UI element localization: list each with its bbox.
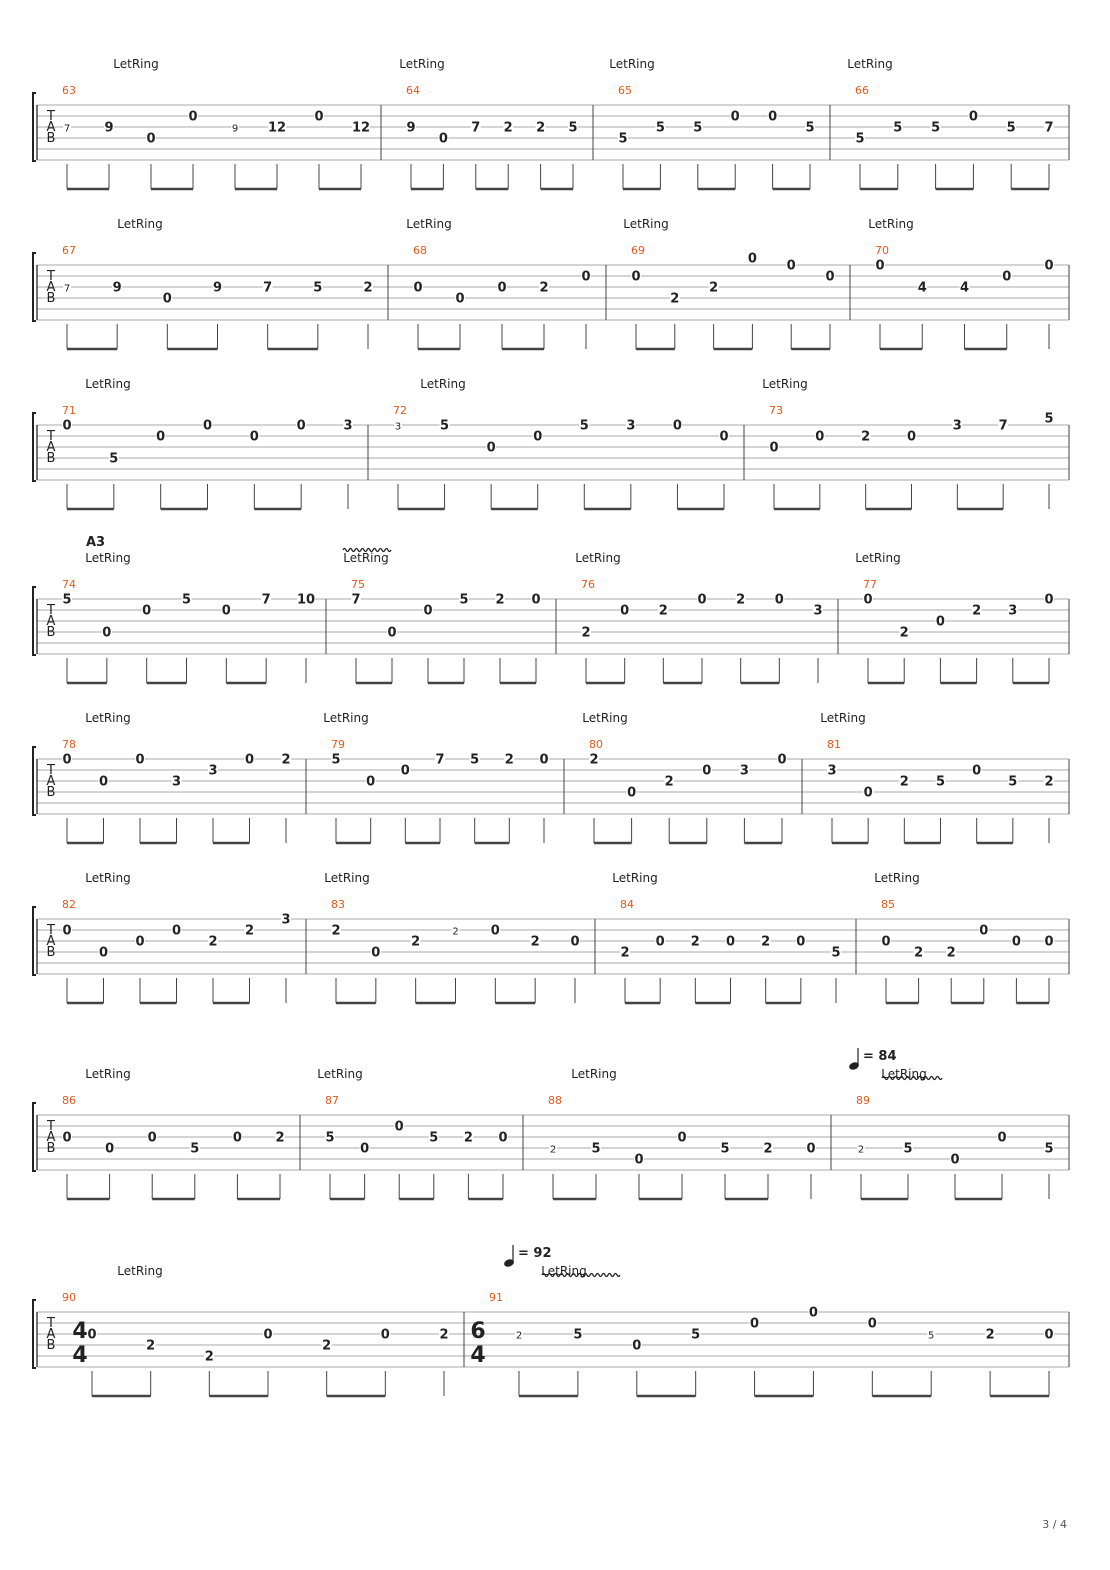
fret-number: 0 — [232, 1130, 242, 1146]
measure-number: 84 — [620, 898, 634, 911]
fret-number: 3 — [626, 418, 636, 434]
fret-number: 2 — [281, 752, 291, 768]
tab-system — [33, 1067, 1069, 1199]
let-ring-label: LetRing — [399, 57, 445, 71]
let-ring-label: LetRing — [571, 1067, 617, 1081]
tab-clef-letter: B — [46, 1338, 56, 1353]
measure-number: 68 — [413, 244, 427, 257]
fret-number: 2 — [322, 1338, 332, 1354]
let-ring-label: LetRing — [85, 871, 131, 885]
measure-number: 70 — [875, 244, 889, 257]
fret-number: 5 — [313, 280, 323, 296]
let-ring-label: LetRing — [623, 217, 669, 231]
fret-number: 0 — [188, 109, 198, 125]
fret-number: 0 — [774, 592, 784, 608]
tab-clef-letter: B — [46, 625, 56, 640]
fret-number: 5 — [579, 418, 589, 434]
fret-number: 5 — [109, 451, 119, 467]
fret-number: 0 — [655, 934, 665, 950]
fret-number: 0 — [631, 269, 641, 285]
fret-number: 0 — [627, 785, 637, 801]
system-bracket — [33, 907, 36, 975]
let-ring-label: LetRing — [113, 57, 159, 71]
let-ring-label: LetRing — [324, 871, 370, 885]
let-ring-label: LetRing — [541, 1264, 587, 1278]
grace-fret-number: 2 — [515, 1330, 523, 1342]
fret-number: 2 — [658, 603, 668, 619]
fret-number: 0 — [702, 763, 712, 779]
fret-number: 0 — [249, 429, 259, 445]
fret-number: 0 — [1044, 258, 1054, 274]
let-ring-label: LetRing — [612, 871, 658, 885]
fret-number: 3 — [208, 763, 218, 779]
fret-number: 0 — [156, 429, 166, 445]
fret-number: 5 — [62, 592, 72, 608]
let-ring-label: LetRing — [575, 551, 621, 565]
fret-number: 2 — [736, 592, 746, 608]
tab-clef-letter: A — [46, 934, 56, 949]
fret-number: 2 — [985, 1327, 995, 1343]
fret-number: 0 — [725, 934, 736, 950]
measure-number: 79 — [331, 738, 345, 751]
fret-number: 0 — [881, 934, 891, 950]
tab-clef-letter: T — [47, 923, 55, 938]
let-ring-label: LetRing — [343, 551, 389, 565]
system-bracket — [33, 253, 36, 321]
fret-number: 0 — [62, 418, 72, 434]
tab-clef-letter: B — [46, 785, 56, 800]
fret-number: 5 — [691, 1327, 701, 1343]
tab-clef-letter: T — [47, 1316, 55, 1331]
fret-number: 0 — [62, 752, 72, 768]
fret-number: 5 — [591, 1141, 601, 1157]
fret-number: 5 — [893, 120, 903, 136]
fret-number: 2 — [244, 923, 255, 939]
fret-number: 0 — [769, 440, 779, 456]
fret-number: 2 — [589, 752, 599, 768]
let-ring-label: LetRing — [85, 551, 131, 565]
let-ring-label: LetRing — [85, 1067, 131, 1081]
fret-number: 0 — [147, 1130, 157, 1146]
fret-number: 0 — [747, 251, 757, 267]
grace-fret-number: 2 — [857, 1144, 865, 1156]
fret-number: 4 — [917, 280, 927, 296]
fret-number: 2 — [664, 774, 674, 790]
fret-number: 2 — [899, 625, 909, 641]
fret-number: 3 — [1008, 603, 1018, 619]
tab-clef-letter: A — [46, 440, 56, 455]
fret-number: 2 — [208, 934, 218, 950]
system-bracket — [33, 587, 36, 655]
tab-clef-letter: T — [47, 269, 55, 284]
fret-number: 0 — [875, 258, 885, 274]
fret-number: 0 — [102, 625, 112, 641]
fret-number: 0 — [863, 785, 873, 801]
fret-number: 0 — [796, 934, 806, 950]
fret-number: 0 — [750, 1316, 760, 1332]
time-signature-bottom: 4 — [72, 1343, 88, 1368]
fret-number: 0 — [87, 1327, 97, 1343]
fret-number: 5 — [573, 1327, 583, 1343]
tab-system — [33, 217, 1069, 349]
fret-number: 0 — [366, 774, 376, 790]
let-ring-label: LetRing — [582, 711, 628, 725]
system-bracket — [33, 413, 36, 481]
tab-system — [33, 377, 1069, 509]
fret-number: 0 — [867, 1316, 877, 1332]
tab-clef-letter: A — [46, 1130, 56, 1145]
fret-number: 3 — [813, 603, 823, 619]
fret-number: 0 — [146, 131, 156, 147]
fret-number: 7 — [435, 752, 445, 768]
tab-clef-letter: A — [46, 120, 56, 135]
time-signature-top: 4 — [72, 1319, 88, 1344]
fret-number: 7 — [351, 592, 361, 608]
fret-number: 0 — [244, 752, 255, 768]
fret-number: 2 — [620, 945, 630, 961]
fret-number: 3 — [281, 912, 291, 928]
fret-number: 0 — [570, 934, 580, 950]
measure-number: 71 — [62, 404, 76, 417]
fret-number: 0 — [815, 429, 825, 445]
fret-number: 7 — [471, 120, 481, 136]
fret-number: 5 — [618, 131, 628, 147]
fret-number: 2 — [503, 120, 513, 136]
fret-number: 0 — [62, 923, 72, 939]
tab-clef-letter: A — [46, 614, 56, 629]
measure-number: 72 — [393, 404, 407, 417]
let-ring-label: LetRing — [609, 57, 655, 71]
fret-number: 2 — [536, 120, 546, 136]
tab-clef-letter: T — [47, 429, 55, 444]
fret-number: 0 — [400, 763, 410, 779]
fret-number: 5 — [1044, 411, 1054, 427]
fret-number: 2 — [275, 1130, 285, 1146]
fret-number: 2 — [539, 280, 549, 296]
fret-number: 0 — [135, 752, 145, 768]
measure-number: 87 — [325, 1094, 339, 1107]
tab-clef-letter: T — [47, 1119, 55, 1134]
let-ring-label: LetRing — [847, 57, 893, 71]
vibrato-icon — [882, 1077, 942, 1080]
fret-number: 5 — [1044, 1141, 1054, 1157]
tab-clef-letter: T — [47, 603, 55, 618]
measure-number: 90 — [62, 1291, 76, 1304]
measure-number: 81 — [827, 738, 841, 751]
fret-number: 0 — [786, 258, 796, 274]
fret-number: 0 — [394, 1119, 404, 1135]
measure-number: 65 — [618, 84, 632, 97]
let-ring-label: LetRing — [117, 217, 163, 231]
fret-number: 0 — [697, 592, 707, 608]
fret-number: 0 — [135, 934, 145, 950]
fret-number: 5 — [903, 1141, 913, 1157]
fret-number: 0 — [979, 923, 989, 939]
let-ring-label: LetRing — [406, 217, 452, 231]
fret-number: 2 — [411, 934, 421, 950]
fret-number: 5 — [470, 752, 480, 768]
fret-number: 2 — [1044, 774, 1054, 790]
measure-number: 69 — [631, 244, 645, 257]
let-ring-label: LetRing — [874, 871, 920, 885]
fret-number: 5 — [440, 418, 450, 434]
fret-number: 0 — [968, 109, 978, 125]
fret-number: 2 — [495, 592, 505, 608]
grace-fret-number: 9 — [231, 123, 239, 135]
fret-number: 5 — [325, 1130, 335, 1146]
tempo-marking: = 92 — [518, 1246, 552, 1261]
fret-number: 3 — [739, 763, 749, 779]
system-bracket — [33, 1103, 36, 1171]
fret-number: 0 — [314, 109, 324, 125]
fret-number: 0 — [438, 131, 448, 147]
fret-number: 5 — [720, 1141, 730, 1157]
fret-number: 4 — [959, 280, 970, 296]
fret-number: 10 — [296, 592, 316, 608]
fret-number: 9 — [406, 120, 416, 136]
fret-number: 0 — [972, 763, 982, 779]
grace-fret-number: 7 — [63, 283, 71, 295]
fret-number: 5 — [429, 1130, 439, 1146]
fret-number: 2 — [899, 774, 909, 790]
fret-number: 0 — [632, 1338, 642, 1354]
measure-number: 76 — [581, 578, 595, 591]
tab-clef-letter: B — [46, 451, 56, 466]
fret-number: 0 — [863, 592, 873, 608]
fret-number: 5 — [805, 120, 815, 136]
measure-number: 75 — [351, 578, 365, 591]
measure-number: 67 — [62, 244, 76, 257]
fret-number: 0 — [777, 752, 787, 768]
system-bracket — [33, 1300, 36, 1368]
fret-number: 7 — [998, 418, 1008, 434]
fret-number: 0 — [105, 1141, 115, 1157]
fret-number: 0 — [935, 614, 945, 630]
fret-number: 0 — [539, 752, 549, 768]
let-ring-label: LetRing — [85, 711, 131, 725]
let-ring-label: LetRing — [317, 1067, 363, 1081]
fret-number: 2 — [504, 752, 514, 768]
measure-number: 77 — [863, 578, 877, 591]
fret-number: 9 — [104, 120, 114, 136]
measure-number: 80 — [589, 738, 603, 751]
fret-number: 2 — [363, 280, 373, 296]
fret-number: 9 — [112, 280, 122, 296]
measure-number: 66 — [855, 84, 869, 97]
tab-system — [33, 1264, 1069, 1396]
fret-number: 0 — [380, 1327, 390, 1343]
fret-number: 0 — [202, 418, 213, 434]
measure-number: 89 — [856, 1094, 870, 1107]
fret-number: 0 — [808, 1305, 818, 1321]
measure-number: 73 — [769, 404, 783, 417]
fret-number: 0 — [142, 603, 152, 619]
fret-number: 5 — [331, 752, 341, 768]
fret-number: 0 — [98, 774, 109, 790]
fret-number: 2 — [530, 934, 540, 950]
tempo-marking: = 84 — [863, 1049, 897, 1064]
fret-number: 3 — [171, 774, 182, 790]
fret-number: 2 — [709, 280, 719, 296]
grace-fret-number: 5 — [928, 1330, 935, 1342]
grace-fret-number: 3 — [394, 421, 402, 433]
fret-number: 0 — [906, 429, 917, 445]
fret-number: 0 — [730, 109, 740, 125]
fret-number: 5 — [568, 120, 578, 136]
fret-number: 0 — [296, 418, 306, 434]
fret-number: 0 — [1044, 592, 1054, 608]
fret-number: 2 — [861, 429, 871, 445]
let-ring-label: LetRing — [762, 377, 808, 391]
fret-number: 0 — [1044, 1327, 1054, 1343]
fret-number: 0 — [533, 429, 543, 445]
measure-number: 86 — [62, 1094, 76, 1107]
fret-number: 7 — [261, 592, 271, 608]
tab-clef-letter: A — [46, 1327, 56, 1342]
fret-number: 0 — [1002, 269, 1012, 285]
fret-number: 2 — [972, 603, 982, 619]
system-bracket — [33, 93, 36, 161]
fret-number: 5 — [181, 592, 192, 608]
fret-number: 0 — [581, 269, 591, 285]
grace-fret-number: 2 — [452, 926, 459, 938]
fret-number: 2 — [761, 934, 771, 950]
measure-number: 85 — [881, 898, 895, 911]
tab-clef-letter: B — [46, 131, 56, 146]
grace-fret-number: 7 — [63, 123, 71, 135]
tab-clef-letter: B — [46, 1141, 56, 1156]
fret-number: 5 — [831, 945, 841, 961]
page-number: 3 / 4 — [1042, 1518, 1067, 1531]
let-ring-label: LetRing — [881, 1067, 927, 1081]
fret-number: 0 — [997, 1130, 1007, 1146]
fret-number: 0 — [171, 923, 182, 939]
fret-number: 5 — [935, 774, 946, 790]
fret-number: 3 — [343, 418, 353, 434]
fret-number: 0 — [768, 109, 778, 125]
fret-number: 7 — [1044, 120, 1054, 136]
fret-number: 5 — [931, 120, 941, 136]
let-ring-label: LetRing — [117, 1264, 163, 1278]
let-ring-label: LetRing — [85, 377, 131, 391]
fret-number: 0 — [620, 603, 630, 619]
measure-number: 63 — [62, 84, 76, 97]
let-ring-label: LetRing — [868, 217, 914, 231]
fret-number: 0 — [263, 1327, 273, 1343]
system-bracket — [33, 747, 36, 815]
fret-number: 5 — [655, 120, 665, 136]
fret-number: 2 — [914, 945, 924, 961]
fret-number: 0 — [62, 1130, 72, 1146]
tab-system — [33, 57, 1069, 189]
grace-fret-number: 2 — [549, 1144, 557, 1156]
tab-system — [33, 871, 1069, 1003]
fret-number: 12 — [351, 120, 371, 136]
fret-number: 0 — [423, 603, 433, 619]
measure-number: 88 — [548, 1094, 562, 1107]
fret-number: 0 — [371, 945, 381, 961]
fret-number: 0 — [806, 1141, 816, 1157]
fret-number: 0 — [490, 923, 500, 939]
fret-number: 7 — [263, 280, 273, 296]
fret-number: 12 — [267, 120, 287, 136]
fret-number: 2 — [204, 1349, 214, 1365]
fret-number: 9 — [212, 280, 223, 296]
fret-number: 3 — [827, 763, 837, 779]
measure-number: 91 — [489, 1291, 503, 1304]
fret-number: 5 — [1006, 120, 1016, 136]
fret-number: 0 — [360, 1141, 370, 1157]
fret-number: 0 — [162, 291, 172, 307]
fret-number: 5 — [190, 1141, 200, 1157]
fret-number: 0 — [825, 269, 835, 285]
section-marker: A3 — [86, 535, 106, 550]
fret-number: 0 — [1044, 934, 1054, 950]
fret-number: 0 — [531, 592, 541, 608]
tab-system — [33, 711, 1069, 843]
fret-number: 0 — [677, 1130, 687, 1146]
fret-number: 2 — [439, 1327, 449, 1343]
measure-number: 82 — [62, 898, 76, 911]
let-ring-label: LetRing — [855, 551, 901, 565]
fret-number: 0 — [634, 1152, 644, 1168]
time-signature-top: 6 — [470, 1319, 486, 1344]
fret-number: 3 — [952, 418, 962, 434]
fret-number: 5 — [855, 131, 865, 147]
fret-number: 2 — [763, 1141, 773, 1157]
fret-number: 2 — [946, 945, 956, 961]
tab-clef-letter: T — [47, 109, 55, 124]
fret-number: 0 — [497, 280, 507, 296]
fret-number: 5 — [693, 120, 703, 136]
fret-number: 0 — [455, 291, 465, 307]
fret-number: 0 — [387, 625, 397, 641]
measure-number: 83 — [331, 898, 345, 911]
fret-number: 5 — [1008, 774, 1018, 790]
fret-number: 2 — [331, 923, 341, 939]
let-ring-label: LetRing — [820, 711, 866, 725]
fret-number: 2 — [690, 934, 700, 950]
fret-number: 2 — [463, 1130, 473, 1146]
time-signature-bottom: 4 — [470, 1343, 486, 1368]
let-ring-label: LetRing — [420, 377, 466, 391]
tab-system — [33, 551, 1069, 683]
fret-number: 2 — [581, 625, 591, 641]
fret-number: 0 — [498, 1130, 508, 1146]
measure-number: 74 — [62, 578, 76, 591]
fret-number: 5 — [459, 592, 469, 608]
measure-number: 64 — [406, 84, 420, 97]
tab-clef-letter: B — [46, 291, 56, 306]
fret-number: 0 — [221, 603, 231, 619]
fret-number: 0 — [950, 1152, 960, 1168]
tab-clef-letter: A — [46, 280, 56, 295]
tab-clef-letter: A — [46, 774, 56, 789]
fret-number: 0 — [719, 429, 729, 445]
tab-clef-letter: T — [47, 763, 55, 778]
fret-number: 2 — [146, 1338, 156, 1354]
fret-number: 0 — [413, 280, 423, 296]
fret-number: 0 — [486, 440, 496, 456]
fret-number: 0 — [1011, 934, 1021, 950]
fret-number: 2 — [670, 291, 680, 307]
measure-number: 78 — [62, 738, 76, 751]
fret-number: 0 — [672, 418, 682, 434]
tab-clef-letter: B — [46, 945, 56, 960]
let-ring-label: LetRing — [323, 711, 369, 725]
fret-number: 0 — [98, 945, 109, 961]
